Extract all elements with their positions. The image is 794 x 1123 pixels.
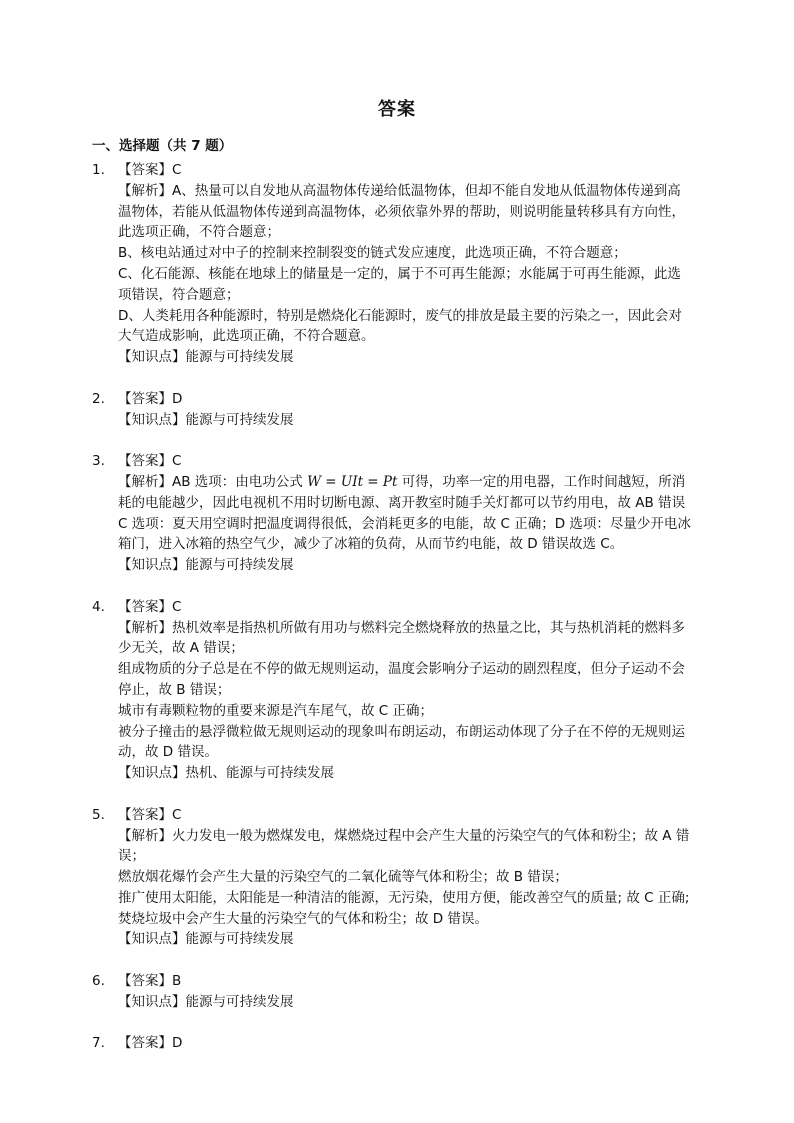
analysis-line: 温物体，若能从低温物体传递到高温物体，必须依靠外界的帮助，则说明能量转移具有方向性， [118,203,685,220]
answer-line: 【答案】D [118,1035,183,1052]
question-3 [92,451,710,576]
question-number: 1. [92,162,105,178]
analysis-line: 被分子撞击的悬浮微粒做无规则运动的现象叫布朗运动，布朗运动体现了分子在不停的无规则运 [118,723,685,740]
analysis-line: 【解析】A、热量可以自发地从高温物体传递给低温物体，但却不能自发地从低温物体传递到高 [118,182,681,199]
question-number: 7. [92,1035,105,1052]
knowledge-point: 【知识点】能源与可持续发展 [118,411,294,428]
analysis-line: 箱门，进入冰箱的热空气少，减少了冰箱的负荷，从而节约电能，故 D 错误故选 C。 [118,536,624,553]
analysis-line: 大气造成影响，此选项正确，不符合题意。 [118,328,375,345]
formula: W = UIt = Pt [307,473,398,490]
knowledge-point: 【知识点】能源与可持续发展 [118,349,294,366]
question-1 [92,160,710,368]
analysis-line: 误； [118,848,145,865]
analysis-line: 此选项正确，不符合题意； [118,224,280,241]
question-list [92,160,710,1075]
knowledge-point: 【知识点】能源与可持续发展 [118,557,294,574]
analysis-line: 组成物质的分子总是在不停的做无规则运动，温度会影响分子运动的剧烈程度，但分子运动不会 [118,661,685,678]
answer-line: 【答案】B [118,973,182,990]
analysis-line: D、人类耗用各种能源时，特别是燃烧化石能源时，废气的排放是最主要的污染之一，因此会对 [118,307,682,324]
analysis-text: 可得，功率一定的用电器，工作时间越短，所消 [397,473,686,490]
knowledge-point: 【知识点】热机、能源与可持续发展 [118,765,334,782]
analysis-line: 推广使用太阳能，太阳能是一种清洁的能源，无污染，使用方便，能改善空气的质量; 故 C 正确; [118,889,690,906]
analysis-line: 项错误，符合题意； [118,286,240,303]
analysis-line: 停止，故 B 错误； [118,681,231,698]
answer-line: 【答案】C [118,598,182,615]
analysis-line: 燃放烟花爆竹会产生大量的污染空气的二氧化硫等气体和粉尘；故 B 错误； [118,869,568,886]
answer-line: 【答案】C [118,806,182,823]
question-5 [92,805,710,951]
question-number: 2. [92,390,105,407]
knowledge-point: 【知识点】能源与可持续发展 [118,993,294,1010]
question-2 [92,389,710,431]
question-number: 3. [92,453,105,470]
analysis-line-formula [118,472,710,493]
question-number: 6. [92,973,105,990]
answer-line: 【答案】D [118,390,183,407]
analysis-line: C、化石能源、核能在地球上的储量是一定的，属于不可再生能源；水能属于可再生能源，此选 [118,265,681,282]
page-title: 答案 [378,99,416,120]
analysis-line: 少无关，故 A 错误； [118,640,244,657]
analysis-line: 城市有毒颗粒物的重要来源是汽车尾气，故 C 正确； [118,702,434,719]
question-4 [92,597,710,784]
analysis-line: C 选项：夏天用空调时把温度调得很低，会消耗更多的电能，故 C 正确；D 选项：尽量少开电冰 [118,515,691,532]
answer-line: 【答案】C [118,162,182,178]
analysis-line: 【解析】火力发电一般为燃煤发电，煤燃烧过程中会产生大量的污染空气的气体和粉尘；故 A 错 [118,827,690,844]
analysis-line: B、核电站通过对中子的控制来控制裂变的链式发应速度，此选项正确，不符合题意； [118,245,627,262]
answer-line: 【答案】C [118,453,182,470]
analysis-line: 焚烧垃圾中会产生大量的污染空气的气体和粉尘；故 D 错误。 [118,910,488,927]
knowledge-point: 【知识点】能源与可持续发展 [118,931,294,948]
analysis-line: 动，故 D 错误。 [118,744,218,761]
analysis-text: 【解析】AB 选项：由电功公式 [118,473,308,490]
question-number: 4. [92,598,105,615]
question-7 [92,1033,710,1054]
analysis-line: 耗的电能越少，因此电视机不用时切断电源、离开教室时随手关灯都可以节约用电，故 AB 错误 [118,494,686,511]
analysis-line: 【解析】热机效率是指热机所做有用功与燃料完全燃烧释放的热量之比，其与热机消耗的燃料多 [118,619,685,636]
question-6 [92,971,710,1013]
section-heading: 一、选择题（共 7 题） [92,138,233,154]
question-number: 5. [92,806,105,823]
